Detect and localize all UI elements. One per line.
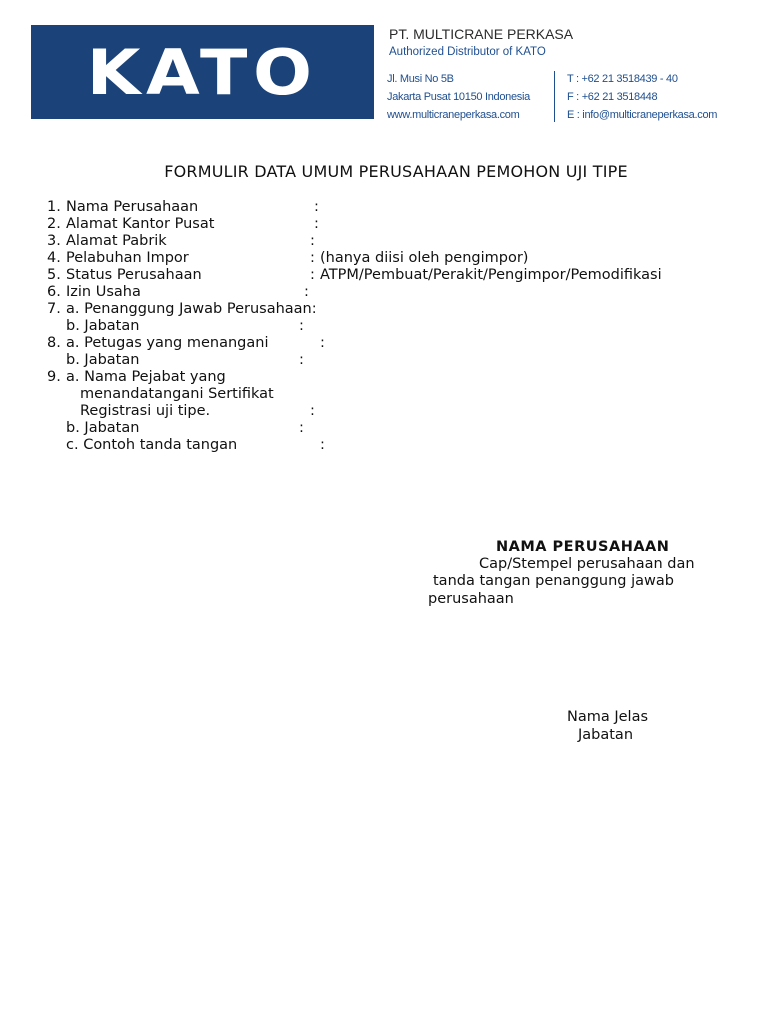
- contact-fax: F : +62 21 3518448: [567, 91, 658, 103]
- item-label: Izin Usaha: [66, 284, 141, 300]
- address-block: [387, 70, 530, 124]
- item-label: a. Penanggung Jawab Perusahaan:: [66, 301, 317, 317]
- item-label: Alamat Pabrik: [66, 233, 167, 249]
- item-label: b. Jabatan: [66, 420, 140, 436]
- item-colon: :: [310, 403, 315, 419]
- item-label: menandatangani Sertifikat: [80, 386, 274, 402]
- item-colon: :: [314, 216, 319, 232]
- item-label: a. Nama Pejabat yang: [66, 369, 226, 385]
- signatory-position: Jabatan: [578, 727, 634, 743]
- item-label: b. Jabatan: [66, 318, 140, 334]
- item-number: 8.: [47, 335, 61, 351]
- address-city: Jakarta Pusat 10150 Indonesia: [387, 91, 530, 103]
- item-colon: :: [304, 284, 309, 300]
- item-colon: :: [310, 233, 315, 249]
- item-label: Registrasi uji tipe.: [80, 403, 211, 419]
- item-colon: :: [310, 250, 315, 266]
- item-colon: :: [310, 267, 315, 283]
- logo-text: KATO: [87, 36, 318, 109]
- item-number: 7.: [47, 301, 61, 317]
- company-name: PT. MULTICRANE PERKASA: [389, 26, 574, 42]
- contact-phone: T : +62 21 3518439 - 40: [567, 73, 678, 85]
- address-street: Jl. Musi No 5B: [387, 73, 454, 85]
- item-colon: :: [320, 437, 325, 453]
- signature-stamp-line: perusahaan: [428, 591, 514, 607]
- item-number: 4.: [47, 250, 61, 266]
- item-number: 1.: [47, 199, 61, 215]
- item-number: 9.: [47, 369, 61, 385]
- item-value: (hanya diisi oleh pengimpor): [320, 250, 529, 266]
- item-label: Pelabuhan Impor: [66, 250, 189, 266]
- item-colon: :: [299, 318, 304, 334]
- item-number: 5.: [47, 267, 61, 283]
- item-label: Alamat Kantor Pusat: [66, 216, 215, 232]
- contact-block: [567, 70, 717, 124]
- item-label: Nama Perusahaan: [66, 199, 199, 215]
- item-colon: :: [320, 335, 325, 351]
- signature-stamp-line: Cap/Stempel perusahaan dan: [479, 556, 695, 572]
- item-colon: :: [299, 352, 304, 368]
- item-label: c. Contoh tanda tangan: [66, 437, 238, 453]
- item-value: ATPM/Pembuat/Perakit/Pengimpor/Pemodifikasi: [320, 267, 662, 283]
- form-title: FORMULIR DATA UMUM PERUSAHAAN PEMOHON UJI TIPE: [164, 162, 628, 181]
- signature-stamp-line: tanda tangan penanggung jawab: [433, 573, 674, 589]
- kato-logo: [31, 25, 374, 119]
- contact-email: E : info@multicraneperkasa.com: [567, 109, 718, 121]
- item-number: 6.: [47, 284, 61, 300]
- item-colon: :: [314, 199, 319, 215]
- item-label: b. Jabatan: [66, 352, 140, 368]
- company-subtitle: Authorized Distributor of KATO: [389, 46, 546, 58]
- item-colon: :: [299, 420, 304, 436]
- item-number: 3.: [47, 233, 61, 249]
- item-number: 2.: [47, 216, 61, 232]
- item-label: Status Perusahaan: [66, 267, 202, 283]
- header-divider: [554, 71, 555, 122]
- item-label: a. Petugas yang menangani: [66, 335, 269, 351]
- signatory-name: Nama Jelas: [567, 709, 649, 725]
- signature-company-name: NAMA PERUSAHAAN: [496, 539, 670, 555]
- address-website: www.multicraneperkasa.com: [387, 109, 520, 121]
